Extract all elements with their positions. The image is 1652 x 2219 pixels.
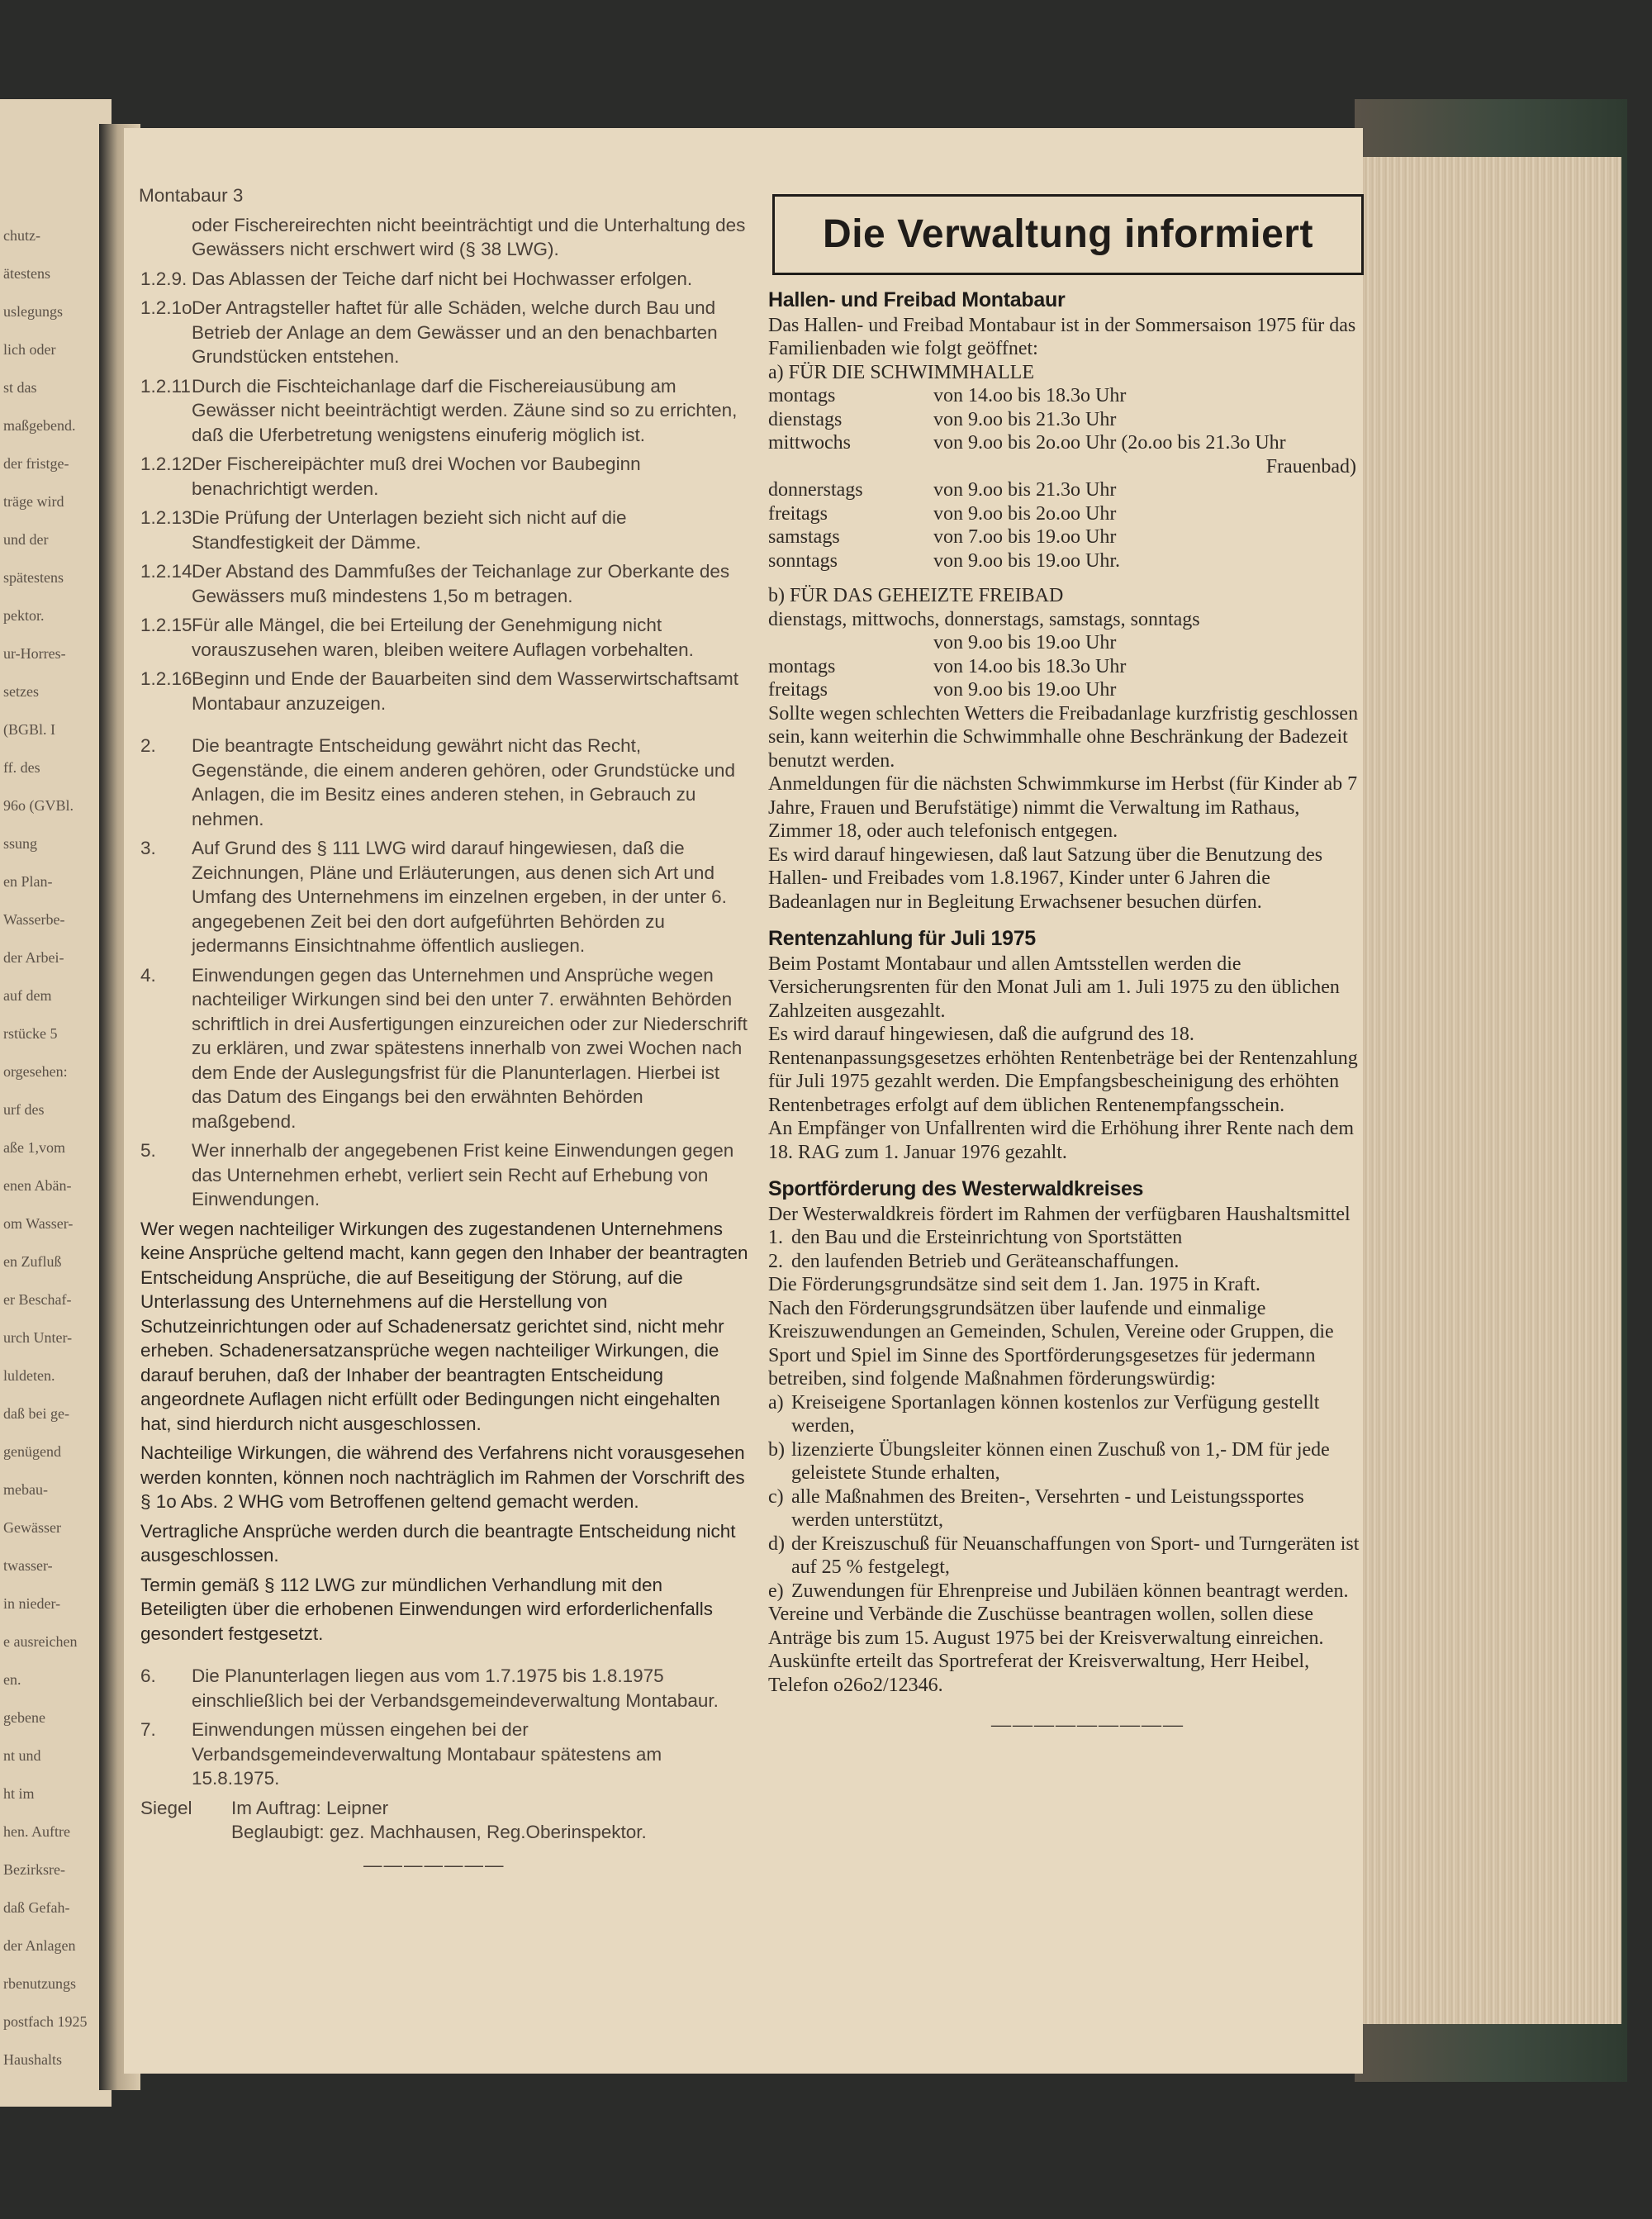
left-page-fragment: gebene [3,1709,45,1726]
left-page-fragment: pektor. [3,607,45,624]
schedule-day: donnerstags [768,479,863,501]
list-marker: e) [768,1580,784,1602]
left-page-fragment: hen. Auftre [3,1823,70,1840]
schedule-row [768,678,1363,702]
item-text: Durch die Fischteichanlage darf die Fischereiausübung am Gewässer nicht beeinträchtigt werden. Zäune sind so zu errichten, daß die Uferbetretung wenigstens einuferig möglich ist. [192,375,738,445]
item-number: 1.2.16 [140,668,192,689]
left-page-fragment: setzes [3,683,39,700]
certification: Beglaubigt: gez. Machhausen, Reg.Oberinspektor. [231,1822,647,1842]
item-number: 6. [140,1665,156,1686]
item-text: Der Antragsteller haftet für alle Schäden, welche durch Bau und Betrieb der Anlage an dem Gewässer und an den benachbarten Grundstücken entstehen. [192,297,718,367]
left-page-fragment: rbenutzungs [3,1975,76,1992]
pool-note-weather: Sollte wegen schlechten Wetters die Freibadanlage kurzfristig geschlossen sein, kann weiterhin die Schwimmhalle ohne Beschränkung der Badezeit benutzt werden. [768,702,1359,772]
schedule-time: von 9.oo bis 21.3o Uhr [933,408,1117,430]
item-number: 1.2.15 [140,615,192,635]
schedule-time: von 9.oo bis 19.oo Uhr [933,679,1117,701]
left-page-fragment: e ausreichen [3,1633,78,1650]
item-number: 1.2.1o [140,297,192,318]
schedule-time: von 9.oo bis 19.oo Uhr [933,632,1117,653]
numbered-item [140,1138,752,1212]
schedule-time: von 7.oo bis 19.oo Uhr [933,526,1117,548]
paragraph-contracts: Vertragliche Ansprüche werden durch die beantragte Entscheidung nicht ausgeschlossen. [140,1520,736,1566]
item-number: 5. [140,1140,156,1161]
item-text: Beginn und Ende der Bauarbeiten sind dem Wasserwirtschaftsamt Montabaur anzuzeigen. [192,668,739,714]
left-page-fragment: st das [3,379,37,396]
heading-sport-funding: Sportförderung des Westerwaldkreises [768,1177,1144,1200]
numbered-item [140,1664,752,1713]
left-page-fragment: genügend [3,1443,61,1460]
list-item [768,1226,1363,1250]
left-page-fragment: daß bei ge- [3,1405,69,1422]
left-page-fragment: ätestens [3,265,50,282]
list-item [768,1580,1363,1604]
item-list [140,267,752,716]
pool-intro: Das Hallen- und Freibad Montabaur ist in der Sommersaison 1975 für das Familienbaden wie folgt geöffnet: [768,314,1356,359]
schedule-time: von 9.oo bis 21.3o Uhr [933,479,1117,501]
schedule-row [768,384,1363,408]
left-page-fragment: lich oder [3,341,56,358]
left-page-fragment: twasser- [3,1557,53,1574]
left-page-fragment: (BGBl. I [3,721,55,738]
left-page-fragment: auf dem [3,987,52,1004]
left-page-fragment: en. [3,1671,21,1688]
list-marker: c) [768,1485,784,1508]
pool-hours-table [768,384,1363,573]
list-item [768,1438,1363,1485]
numbered-item [140,559,752,608]
left-page-fragment: chutz- [3,227,40,244]
list-text: der Kreiszuschuß für Neuanschaffungen von Sport- und Turngeräten ist auf 25 % festgelegt, [791,1532,1360,1578]
item-number: 1.2.11 [140,375,191,397]
schedule-row [768,431,1363,455]
item-text: Einwendungen gegen das Unternehmen und Ansprüche wegen nachteiliger Wirkungen sind bei den unter 7. erwähnten Behörden schriftlich in drei Ausfertigungen einzureichen oder zur Niederschrift zu erklären, und zwar spätestens innerhalb von zwei Wochen nach dem Ende der Auslegungsfrist für die Planunterlagen. Hierbei ist das Datum des Eingangs bei den erwähnten Behörden maßgebend. [192,964,748,1132]
schedule-day: dienstags [768,408,843,430]
item-number: 1.2.14 [140,561,192,582]
item-number: 1.2.13 [140,507,192,528]
left-page-fragment: postfach 1925 [3,2013,88,2030]
item-number: 3. [140,838,156,858]
left-page-fragment: in nieder- [3,1595,61,1612]
left-page-fragment: en Plan- [3,873,53,890]
list-text: lizenzierte Übungsleiter können einen Zuschuß von 1,- DM für jede geleistete Stunde erhalten, [791,1438,1330,1484]
sport-p3: Nach den Förderungsgrundsätzen über laufende und einmalige Kreiszuwendungen an Gemeinden, Schulen, Vereine oder Gruppen, die Sport und Spiel im Sinne des Sportförderungsgesetzes für jedermann betreiben, sind folgende Maßnahmen förderungswürdig: [768,1297,1334,1390]
sport-p4: Vereine und Verbände die Zuschüsse beantragen wollen, sollen diese Anträge bis zum 15. August 1975 bei der Kreisverwaltung einreichen. [768,1604,1324,1649]
freibad-days: dienstags, mittwochs, donnerstags, samstags, sonntags [768,608,1200,630]
left-page-fragment: en Zufluß [3,1253,62,1270]
left-page-fragment: ff. des [3,759,40,776]
numbered-item [140,374,752,448]
list-marker: b) [768,1438,785,1461]
schedule-row [768,478,1363,502]
numbered-item [140,296,752,369]
left-page-fragment: orgesehen: [3,1063,68,1080]
schedule-day: samstags [768,526,840,548]
item-text: Die beantragte Entscheidung gewährt nicht das Recht, Gegenstände, die einem anderen gehören, oder Grundstücke und Anlagen, die im Besitz eines anderen stehen, in Gebrauch zu nehmen. [192,735,735,829]
schedule-time: von 9.oo bis 19.oo Uhr. [933,549,1121,572]
left-page-fragment: aße 1,vom [3,1139,65,1156]
item-number: 4. [140,964,156,986]
schedule-day: freitags [768,679,828,701]
numbered-item [140,836,752,958]
item-text: Für alle Mängel, die bei Erteilung der Genehmigung nicht vorauszusehen waren, bleiben weitere Auflagen vorbehalten. [192,615,694,660]
left-page-fragment: om Wasser- [3,1215,74,1232]
list-text: Zuwendungen für Ehrenpreise und Jubiläen können beantragt werden. [791,1580,1349,1602]
left-page-fragment: luldeten. [3,1367,55,1384]
item-number: 7. [140,1719,156,1740]
left-page-fragment: rstücke 5 [3,1025,58,1042]
schedule-day: montags [768,385,836,406]
schedule-day: sonntags [768,549,838,572]
left-column [140,183,752,1882]
left-page-fragment: uslegungs [3,303,63,320]
intro-paragraph: oder Fischereirechten nicht beeinträchtigt und die Unterhaltung des Gewässers nicht erschwert wird (§ 38 LWG). [192,214,746,259]
page-header: Montabaur 3 [139,185,244,206]
pension-p3: An Empfänger von Unfallrenten wird die Erhöhung ihrer Rente nach dem 18. RAG zum 1. Januar 1976 gezahlt. [768,1118,1355,1163]
list-marker: 2. [768,1250,783,1272]
item-text: Auf Grund des § 111 LWG wird darauf hingewiesen, daß die Zeichnungen, Pläne und Erläuterungen, aus denen sich Art und Umfang des Unternehmens im einzelnen ergeben, in der unter 6. angegebenen Zeit bei den dort aufgeführten Behörden zu jedermanns Einsichtnahme öffentlich ausliegen. [192,838,727,956]
item-number: 1.2.9. [140,268,188,289]
left-page-fragment: der Anlagen [3,1937,76,1954]
schedule-row [768,655,1363,679]
left-page-fragment: träge wird [3,493,64,510]
paragraph-hearing: Termin gemäß § 112 LWG zur mündlichen Verhandlung mit den Beteiligten über die erhobenen Einwendungen wird erforderlichenfalls gesondert festgesetzt. [140,1574,713,1644]
left-page-fragment: Gewässer [3,1519,61,1536]
list-text: alle Maßnahmen des Breiten-, Versehrten - und Leistungssportes werden unterstützt, [791,1485,1304,1531]
signed-by: Im Auftrag: Leipner [231,1797,389,1818]
schedule-row [768,631,1363,655]
schedule-row [768,455,1363,479]
paragraph-effects: Nachteilige Wirkungen, die während des Verfahrens nicht vorausgesehen werden konnten, können noch nachträglich im Rahmen der Vorschrift des § 1o Abs. 2 WHG vom Betroffenen geltend gemacht werden. [140,1442,745,1512]
left-page-fragment: der Arbei- [3,949,64,966]
left-page-fragment: urf des [3,1101,45,1118]
left-page-fragment: enen Abän- [3,1177,72,1194]
item-text: Der Abstand des Dammfußes der Teichanlage zur Oberkante des Gewässers muß mindestens 1,5o m betragen. [192,561,730,606]
item-text: Der Fischereipächter muß drei Wochen vor Baubeginn benachrichtigt werden. [192,454,641,499]
list-text: Kreiseigene Sportanlagen können kostenlos zur Verfügung gestellt werden, [791,1391,1320,1437]
left-page-fragment: spätestens [3,569,64,586]
list-item [768,1250,1363,1274]
section-banner: Die Verwaltung informiert [772,194,1364,275]
schedule-time: von 9.oo bis 2o.oo Uhr (2o.oo bis 21.3o Uhr [933,432,1286,454]
schedule-row [768,525,1363,549]
item-text: Das Ablassen der Teiche darf nicht bei Hochwasser erfolgen. [192,268,693,289]
schedule-time: Frauenbad) [1265,455,1356,478]
seal-label: Siegel [140,1797,192,1818]
left-page-fragment: der fristge- [3,455,69,472]
schedule-day [768,455,933,479]
left-page-fragment: ssung [3,835,38,852]
numbered-item [140,452,752,501]
item-text: Die Prüfung der Unterlagen bezieht sich nicht auf die Standfestigkeit der Dämme. [192,507,627,553]
pool-note-children: Es wird darauf hingewiesen, daß laut Satzung über die Benutzung des Hallen- und Freibades vom 1.8.1967, Kinder unter 6 Jahren die Badeanlagen nur in Begleitung Erwachsener besuchen dürfen. [768,843,1323,913]
numbered-item [140,963,752,1134]
pool-sub-a: a) FÜR DIE SCHWIMMHALLE [768,361,1034,383]
left-page-fragment: Wasserbe- [3,911,65,928]
numbered-item [140,267,752,292]
left-page-fragment: er Beschaf- [3,1291,72,1308]
schedule-day [768,631,933,655]
right-column [768,194,1363,1737]
schedule-row [768,502,1363,526]
list-text: den Bau und die Ersteinrichtung von Sportstätten [791,1227,1183,1248]
schedule-row [768,549,1363,573]
sport-p2: Die Förderungsgrundsätze sind seit dem 1. Jan. 1975 in Kraft. [768,1274,1260,1295]
list-item [768,1391,1363,1438]
page-edges [1355,157,1621,2024]
section-list-2 [140,1664,752,1791]
list-marker: 1. [768,1227,783,1248]
item-number: 2. [140,735,156,756]
left-page-fragment: daß Gefah- [3,1899,70,1916]
pool-sub-b: b) FÜR DAS GEHEIZTE FREIBAD [768,585,1064,606]
left-page-fragment: ht im [3,1785,35,1802]
list-marker: d) [768,1532,785,1555]
signature-block [140,1796,752,1821]
left-page-fragment: und der [3,531,49,548]
schedule-time: von 9.oo bis 2o.oo Uhr [933,502,1117,525]
left-page [0,99,112,2107]
left-page-fragment: Bezirksre- [3,1861,65,1878]
pool-note-courses: Anmeldungen für die nächsten Schwimmkurse im Herbst (für Kinder ab 7 Jahre, Frauen und Berufstätige) nimmt die Verwaltung im Rathaus, Zimmer 18, oder auch telefonisch entgegen. [768,773,1358,842]
schedule-row [768,408,1363,432]
numbered-item [140,613,752,662]
schedule-time: von 14.oo bis 18.3o Uhr [933,655,1127,677]
item-number: 1.2.12. [140,454,197,474]
item-text: Wer innerhalb der angegebenen Frist keine Einwendungen gegen das Unternehmen erhebt, verliert sein Recht auf Erhebung von Einwendungen. [192,1140,734,1209]
sport-list-2 [768,1391,1363,1604]
heading-swimming-pool: Hallen- und Freibad Montabaur [768,288,1066,311]
list-item [768,1532,1363,1580]
left-page-fragment: ur-Horres- [3,645,66,662]
schedule-day: montags [768,655,836,677]
list-marker: a) [768,1391,784,1414]
schedule-day: mittwochs [768,432,851,454]
left-page-fragment: nt und [3,1747,41,1764]
pension-p2: Es wird darauf hingewiesen, daß die aufgrund des 18. Rentenanpassungsgesetzes erhöhten Rentenbeträge bei der Rentenzahlung für Juli 1975 gezahlt werden. Die Empfangsbescheinigung des erhöhten Rentenbetrages erfolgt auf dem üblichen Rentenempfangsschein. [768,1024,1358,1116]
sport-p5: Auskünfte erteilt das Sportreferat der Kreisverwaltung, Herr Heibel, Telefon o26o2/12346. [768,1651,1310,1696]
item-text: Einwendungen müssen eingehen bei der Verbandsgemeindeverwaltung Montabaur spätestens am 15.8.1975. [192,1719,662,1789]
numbered-item [140,734,752,831]
list-text: den laufenden Betrieb und Geräteanschaffungen. [791,1250,1180,1272]
numbered-item [140,506,752,554]
left-page-fragment: 96o (GVBl. [3,797,74,814]
pension-p1: Beim Postamt Montabaur und allen Amtsstellen werden die Versicherungsrenten für den Monat Juli am 1. Juli 1975 zu den üblichen Zahlzeiten ausgezahlt. [768,953,1340,1022]
schedule-time: von 14.oo bis 18.3o Uhr [933,385,1127,406]
heading-pension: Rentenzahlung für Juli 1975 [768,927,1036,950]
closing-rule: ——————— [363,1854,506,1875]
closing-rule-right: ————————— [991,1714,1184,1736]
item-text: Die Planunterlagen liegen aus vom 1.7.1975 bis 1.8.1975 einschließlich bei der Verbandsgemeindeverwaltung Montabaur. [192,1665,719,1711]
numbered-item [140,667,752,715]
sport-p1: Der Westerwaldkreis fördert im Rahmen der verfügbaren Haushaltsmittel [768,1203,1351,1225]
paragraph-claims: Wer wegen nachteiliger Wirkungen des zugestandenen Unternehmens keine Ansprüche geltend macht, kann gegen den Inhaber der beantragten Entscheidung Ansprüche, die auf Beseitigung der Störung, auf die Unterlassung des Unternehmens auf die Herstellung von Schutzeinrichtungen oder auf Schadenersatz gerichtet sind, nicht mehr erheben. Schadenersatzansprüche wegen nachteiliger Wirkungen, die darauf beruhen, daß der Inhaber der beantragten Entscheidung angeordnete Auflagen nicht erfüllt oder Bedingungen nicht eingehalten hat, sind hierdurch nicht ausgeschlossen. [140,1218,748,1434]
list-item [768,1485,1363,1532]
numbered-item [140,1718,752,1791]
section-list [140,734,752,1212]
schedule-day: freitags [768,502,828,525]
left-page-fragment: urch Unter- [3,1329,73,1346]
left-page-fragment: mebau- [3,1481,48,1498]
freibad-hours-table [768,631,1363,702]
left-page-fragment: Haushalts [3,2051,62,2068]
sport-list-1 [768,1226,1363,1273]
left-page-fragment: maßgebend. [3,417,76,434]
